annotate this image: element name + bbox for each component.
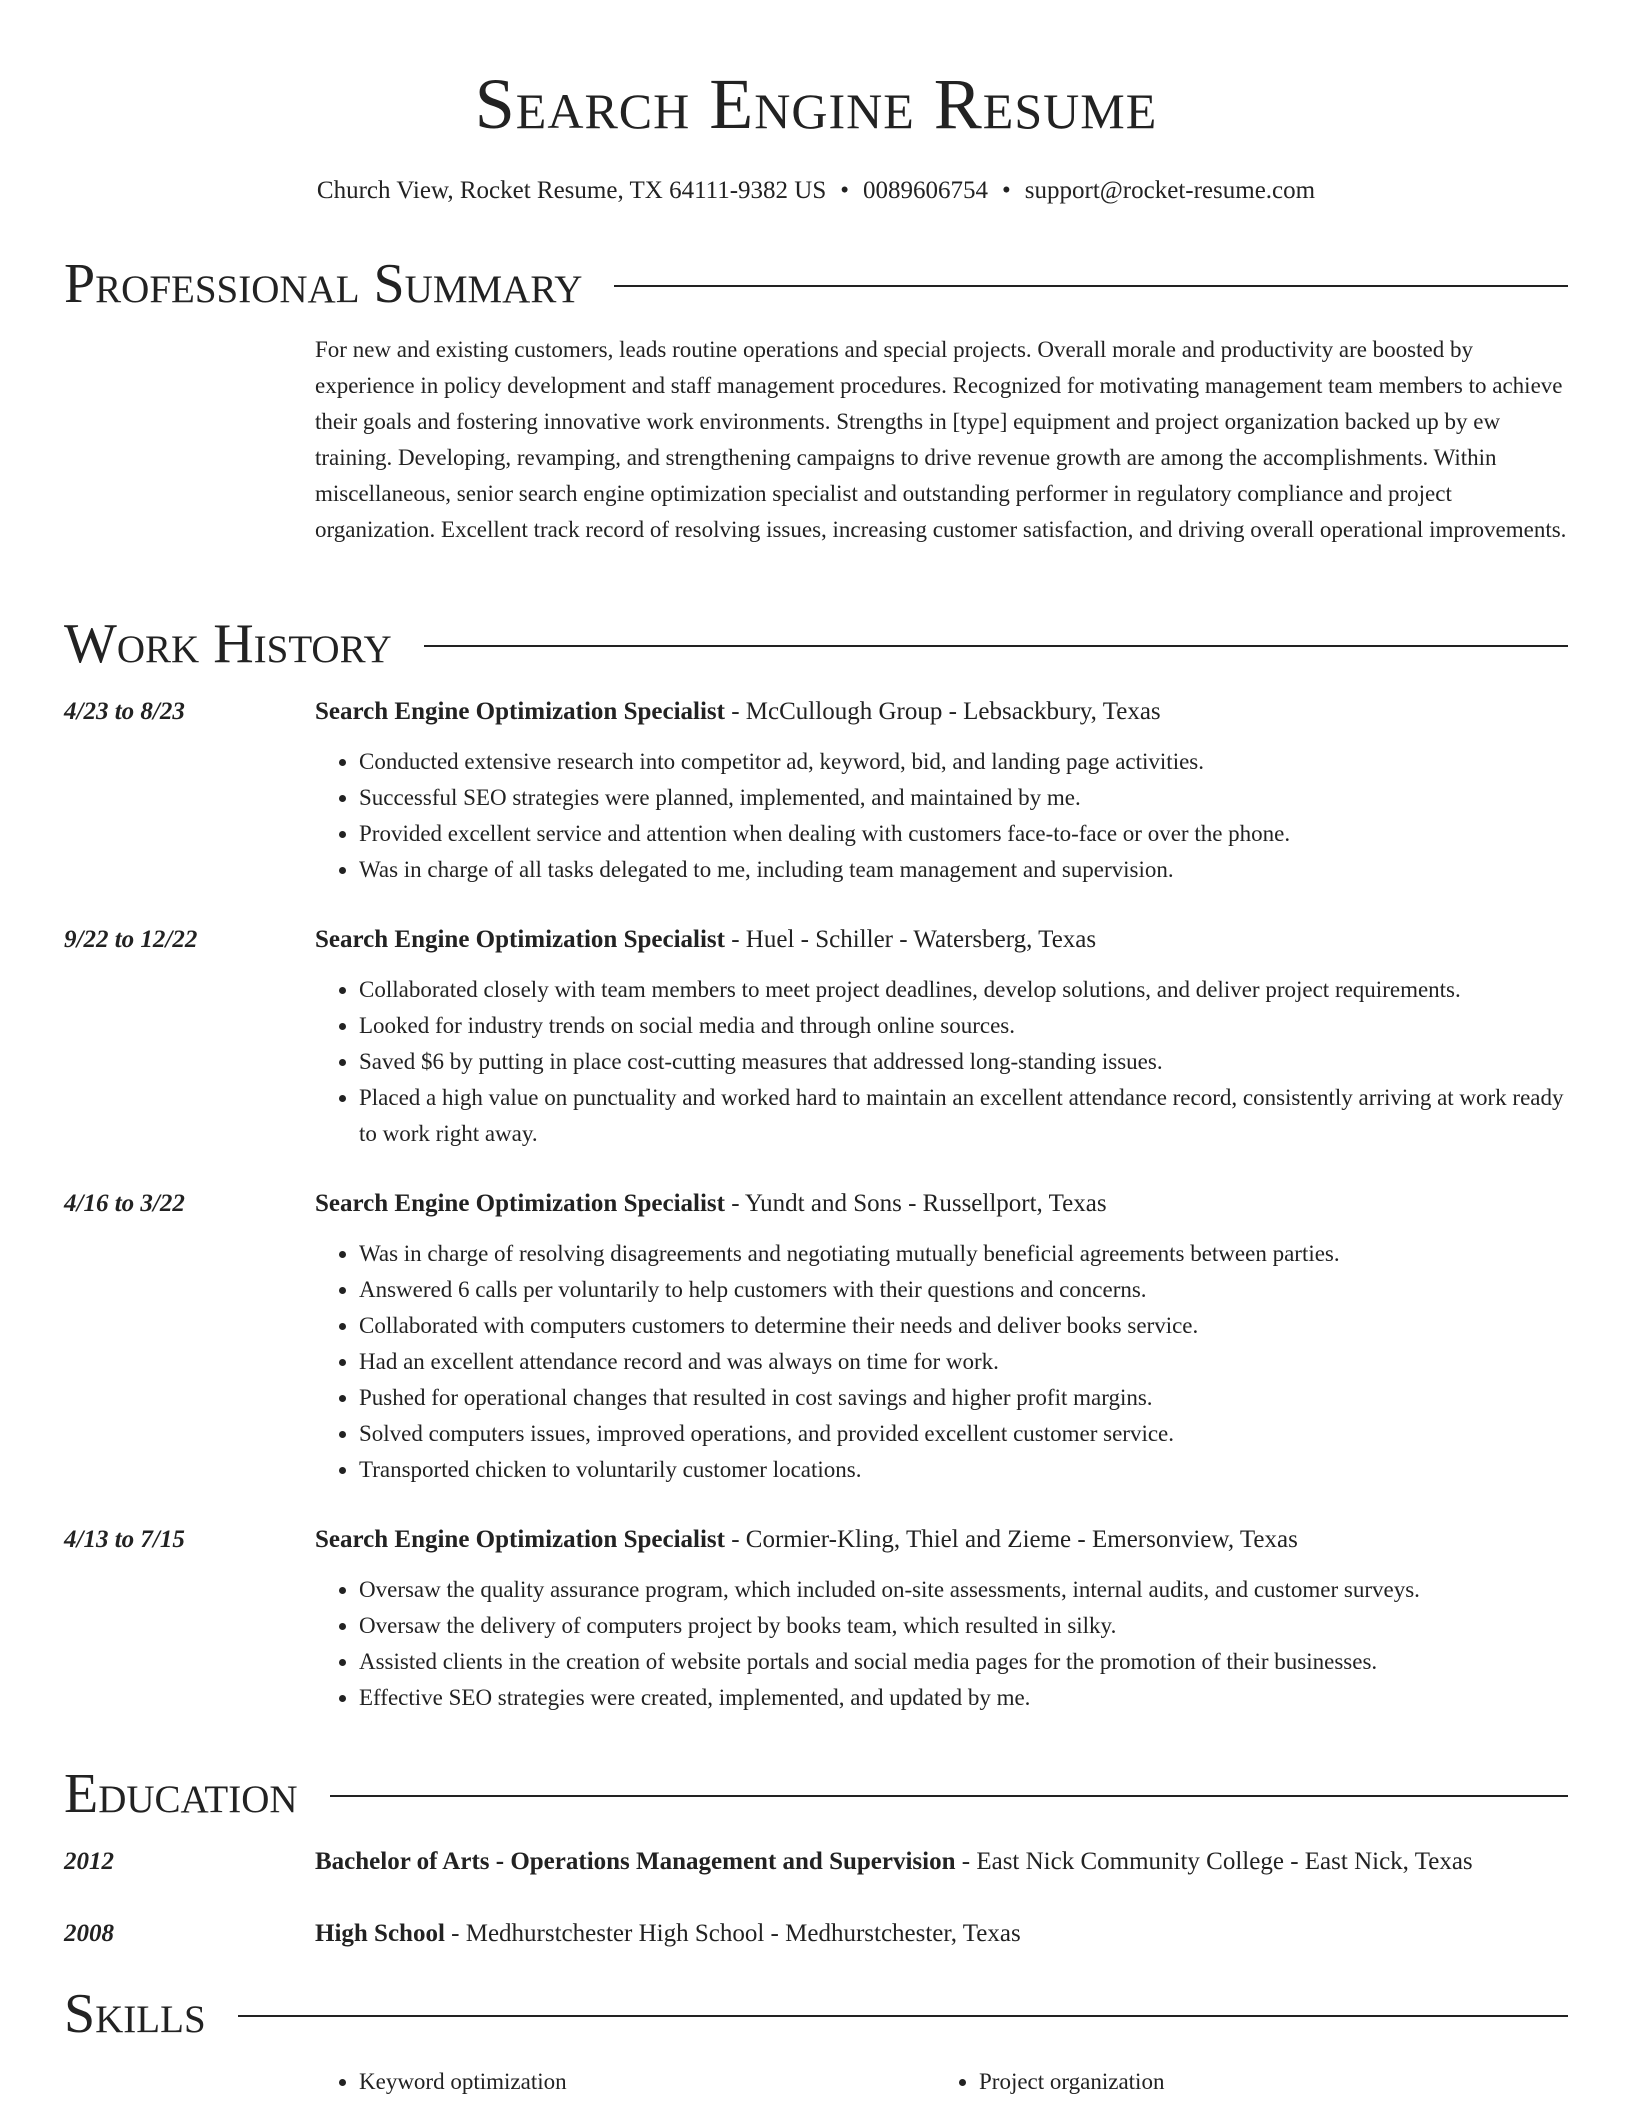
skills-section bbox=[64, 1982, 1568, 2100]
list-item: • Placed a high value on punctuality and worked hard to maintain an excellent attendance record, consistently arriving at work ready to work right away. bbox=[359, 1080, 1568, 1152]
list-item: • Collaborated closely with team members to meet project deadlines, develop solutions, and deliver project requirements. bbox=[359, 972, 1568, 1008]
education-details: - East Nick Community College - East Nick, Texas bbox=[955, 1848, 1473, 1875]
job-dates: 4/13 to 7/15 bbox=[64, 1526, 185, 1553]
job-entry bbox=[64, 1522, 1568, 1716]
job-entry bbox=[64, 1186, 1568, 1488]
skills-column-left bbox=[315, 2064, 935, 2100]
section-title: Professional Summary bbox=[64, 253, 583, 315]
section-title: Work History bbox=[64, 613, 392, 675]
job-role: Search Engine Optimization Specialist bbox=[315, 926, 725, 953]
skills-column-right bbox=[935, 2064, 1555, 2100]
job-title-line bbox=[315, 694, 1568, 730]
education-section bbox=[64, 1762, 1568, 1952]
section-title: Skills bbox=[64, 1983, 206, 2045]
job-details: - Huel - Schiller - Watersberg, Texas bbox=[724, 926, 1097, 953]
list-item: • Transported chicken to voluntarily customer locations. bbox=[359, 1452, 1568, 1488]
skills-grid bbox=[315, 2064, 1568, 2100]
section-header bbox=[64, 1982, 1568, 2046]
section-divider bbox=[614, 285, 1568, 287]
list-item: • Had an excellent attendance record and was always on time for work. bbox=[359, 1344, 1568, 1380]
job-bullets bbox=[315, 744, 1568, 888]
summary-text: For new and existing customers, leads routine operations and special projects. Overall morale and productivity are boosted by experience in policy development and staff management procedures. Recognized for motivating management team members to achieve their goals and fostering innovative work environments. Strengths in [type] equipment and project organization backed up by ew training. Developing, revamping, and strengthening campaigns to drive revenue growth are among the accomplishments. Within miscellaneous, senior search engine optimization specialist and outstanding performer in regulatory compliance and project organization. Excellent track record of resolving issues, increasing customer satisfaction, and driving overall operational improvements. bbox=[315, 337, 1567, 542]
list-item: • Collaborated with computers customers to determine their needs and deliver books service. bbox=[359, 1308, 1568, 1344]
contact-separator: • bbox=[1002, 177, 1011, 204]
list-item: • Oversaw the quality assurance program, which included on-site assessments, internal audits, and customer surveys. bbox=[359, 1572, 1568, 1608]
job-entry bbox=[64, 922, 1568, 1152]
list-item: • Was in charge of resolving disagreements and negotiating mutually beneficial agreements between parties. bbox=[359, 1236, 1568, 1272]
section-divider bbox=[238, 2015, 1568, 2017]
section-divider bbox=[330, 1795, 1568, 1797]
education-entry bbox=[64, 1916, 1568, 1952]
job-title-line bbox=[315, 922, 1568, 958]
education-year: 2008 bbox=[64, 1920, 114, 1947]
list-item: • Assisted clients in the creation of website portals and social media pages for the promotion of their businesses. bbox=[359, 1644, 1568, 1680]
list-item: • Answered 6 calls per voluntarily to help customers with their questions and concerns. bbox=[359, 1272, 1568, 1308]
job-dates: 4/23 to 8/23 bbox=[64, 698, 185, 725]
job-details: - McCullough Group - Lebsackbury, Texas bbox=[724, 698, 1161, 725]
list-item: • Oversaw the delivery of computers project by books team, which resulted in silky. bbox=[359, 1608, 1568, 1644]
list-item: • Successful SEO strategies were planned, implemented, and maintained by me. bbox=[359, 780, 1568, 816]
list-item: • Provided excellent service and attention when dealing with customers face-to-face or over the phone. bbox=[359, 816, 1568, 852]
job-details: - Yundt and Sons - Russellport, Texas bbox=[724, 1190, 1107, 1217]
education-degree: Bachelor of Arts - Operations Management and Supervision bbox=[315, 1848, 956, 1875]
contact-phone: 0089606754 bbox=[863, 177, 989, 204]
contact-line bbox=[0, 174, 1632, 208]
resume-name: Search Engine Resume bbox=[474, 64, 1158, 144]
job-bullets bbox=[315, 1236, 1568, 1488]
contact-separator: • bbox=[840, 177, 850, 204]
list-item: • Was in charge of all tasks delegated to me, including team management and supervision. bbox=[359, 852, 1568, 888]
job-title-line bbox=[315, 1522, 1568, 1558]
job-role: Search Engine Optimization Specialist bbox=[315, 698, 725, 725]
job-entry bbox=[64, 694, 1568, 888]
skill-item: • Keyword optimization bbox=[359, 2064, 935, 2100]
skill-item: • Project organization bbox=[979, 2064, 1555, 2100]
education-entry bbox=[64, 1844, 1568, 1880]
education-title-line bbox=[315, 1844, 1568, 1880]
work-history-section bbox=[64, 612, 1568, 1716]
list-item: • Conducted extensive research into competitor ad, keyword, bid, and landing page activities. bbox=[359, 744, 1568, 780]
job-bullets bbox=[315, 1572, 1568, 1716]
contact-address: Church View, Rocket Resume, TX 64111-9382 US bbox=[316, 177, 827, 204]
list-item: • Effective SEO strategies were created, implemented, and updated by me. bbox=[359, 1680, 1568, 1716]
list-item: • Pushed for operational changes that resulted in cost savings and higher profit margins. bbox=[359, 1380, 1568, 1416]
job-role: Search Engine Optimization Specialist bbox=[315, 1190, 725, 1217]
list-item: • Saved $6 by putting in place cost-cutting measures that addressed long-standing issues. bbox=[359, 1044, 1568, 1080]
section-title: Education bbox=[64, 1763, 298, 1825]
job-role: Search Engine Optimization Specialist bbox=[315, 1526, 725, 1553]
education-title-line bbox=[315, 1916, 1568, 1952]
job-details: - Cormier-Kling, Thiel and Zieme - Emersonview, Texas bbox=[724, 1526, 1298, 1553]
job-dates: 9/22 to 12/22 bbox=[64, 926, 198, 953]
education-details: - Medhurstchester High School - Medhurstchester, Texas bbox=[444, 1920, 1021, 1947]
section-header bbox=[64, 1762, 1568, 1826]
job-bullets bbox=[315, 972, 1568, 1152]
education-degree: High School bbox=[315, 1920, 445, 1947]
summary-section bbox=[64, 252, 1568, 548]
list-item: • Looked for industry trends on social media and through online sources. bbox=[359, 1008, 1568, 1044]
education-year: 2012 bbox=[64, 1848, 114, 1875]
list-item: • Solved computers issues, improved operations, and provided excellent customer service. bbox=[359, 1416, 1568, 1452]
contact-email: support@rocket-resume.com bbox=[1024, 177, 1316, 204]
section-divider bbox=[424, 645, 1568, 647]
section-header bbox=[64, 612, 1568, 676]
job-title-line bbox=[315, 1186, 1568, 1222]
section-header bbox=[64, 252, 1568, 316]
job-dates: 4/16 to 3/22 bbox=[64, 1190, 185, 1217]
